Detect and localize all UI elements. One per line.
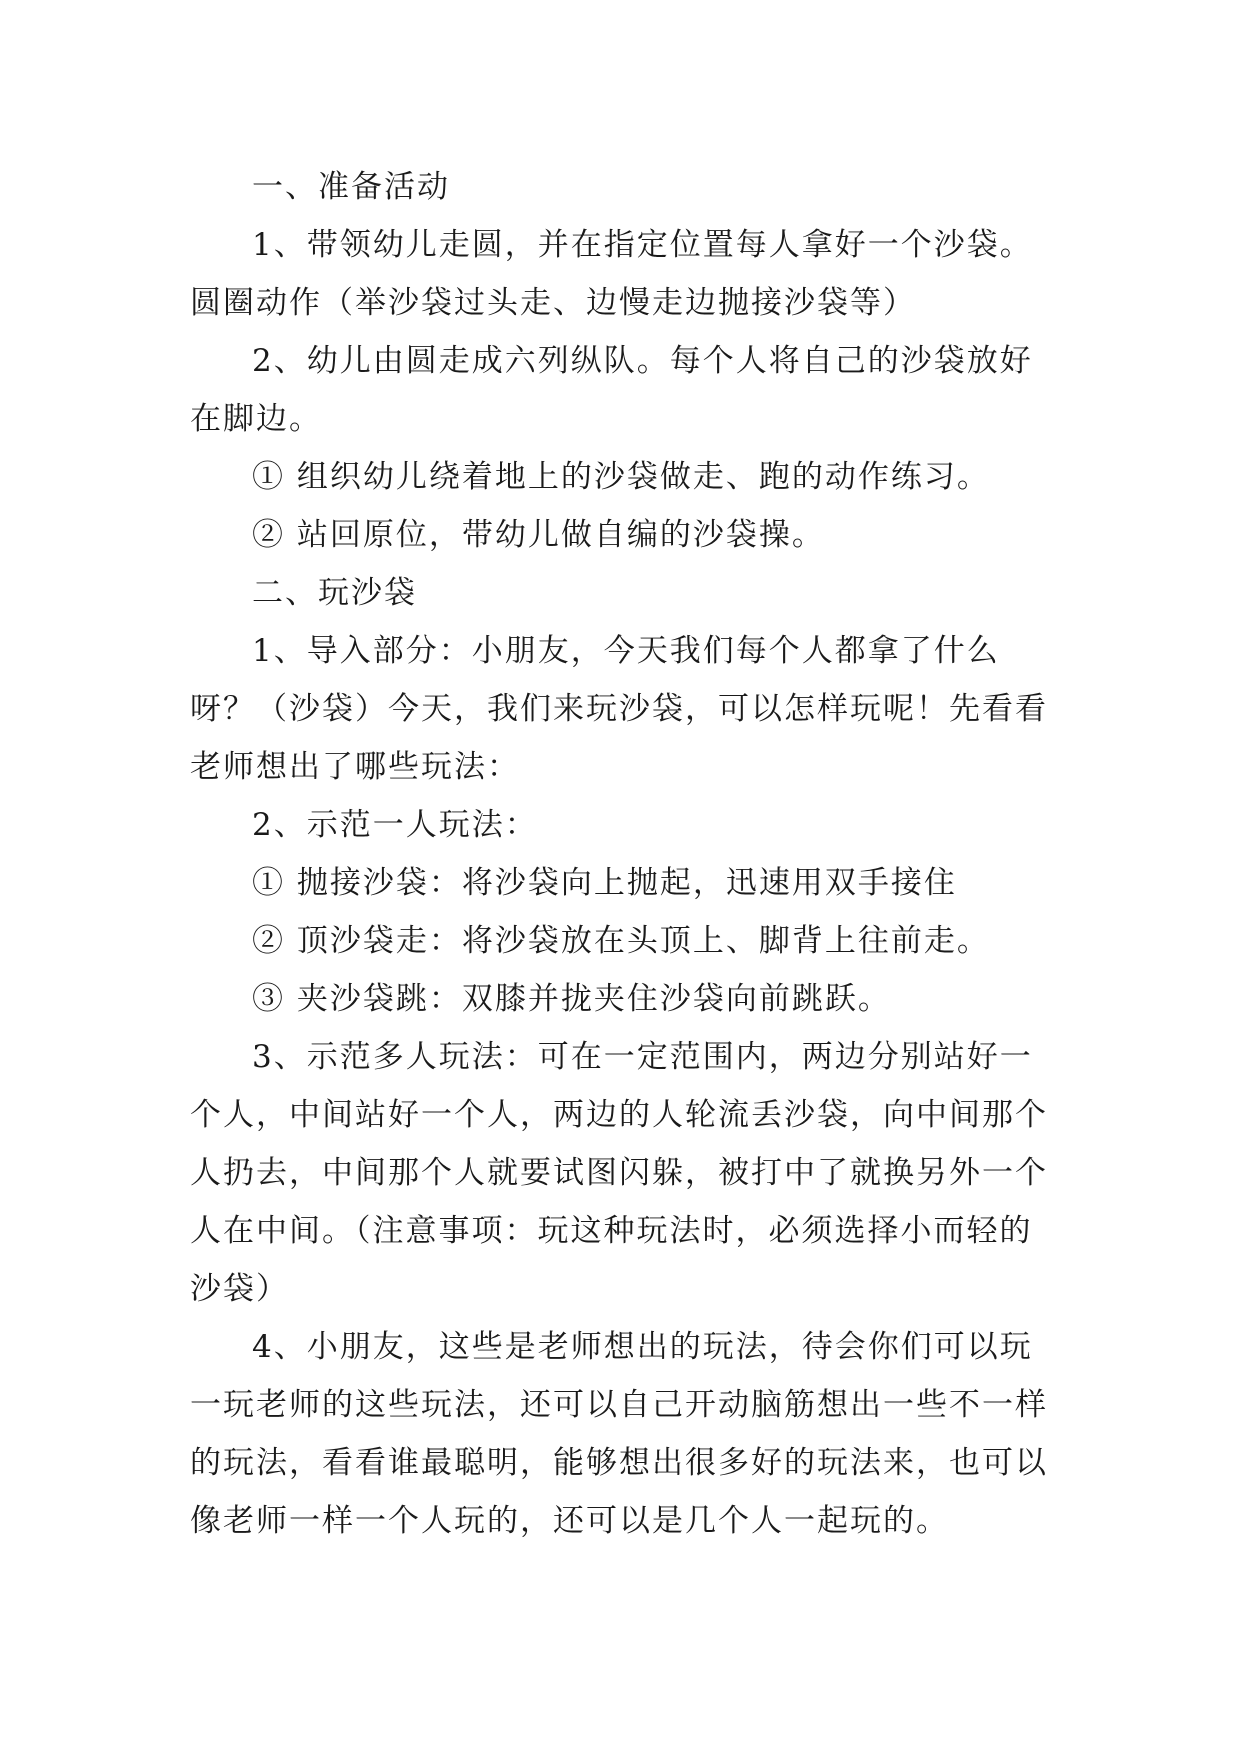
list-item-5: ③ 夹沙袋跳：双膝并拢夹住沙袋向前跳跃。	[252, 981, 891, 1017]
paragraph-1: 1、带领幼儿走圆，并在指定位置每人拿好一个沙袋。圆圈动作（举沙袋过头走、边慢走边抛接沙袋等）	[190, 227, 1033, 321]
paragraph-4: 2、示范一人玩法：	[252, 807, 538, 843]
list-item-1: ① 组织幼儿绕着地上的沙袋做走、跑的动作练习。	[252, 459, 990, 495]
paragraph-3: 1、导入部分：小朋友，今天我们每个人都拿了什么呀？（沙袋）今天，我们来玩沙袋，可以怎样玩呢！先看看老师想出了哪些玩法：	[190, 633, 1048, 785]
list-item-4: ② 顶沙袋走：将沙袋放在头顶上、脚背上往前走。	[252, 923, 990, 959]
paragraph-2: 2、幼儿由圆走成六列纵队。每个人将自己的沙袋放好在脚边。	[190, 343, 1033, 437]
section-heading-play: 二、玩沙袋	[252, 575, 417, 611]
document-body	[190, 158, 1050, 1550]
paragraph-6: 4、小朋友，这些是老师想出的玩法，待会你们可以玩一玩老师的这些玩法，还可以自己开动脑筋想出一些不一样的玩法，看看谁最聪明，能够想出很多好的玩法来，也可以像老师一样一个人玩的，还可以是几个人一起玩的。	[190, 1329, 1048, 1539]
list-item-3: ① 抛接沙袋：将沙袋向上抛起，迅速用双手接住	[252, 865, 957, 901]
list-item-2: ② 站回原位，带幼儿做自编的沙袋操。	[252, 517, 825, 553]
paragraph-5: 3、示范多人玩法：可在一定范围内，两边分别站好一个人，中间站好一个人，两边的人轮流丢沙袋，向中间那个人扔去，中间那个人就要试图闪躲，被打中了就换另外一个人在中间。（注意事项：玩这种玩法时，必须选择小而轻的沙袋）	[190, 1039, 1048, 1307]
section-heading-preparation: 一、准备活动	[252, 169, 450, 205]
